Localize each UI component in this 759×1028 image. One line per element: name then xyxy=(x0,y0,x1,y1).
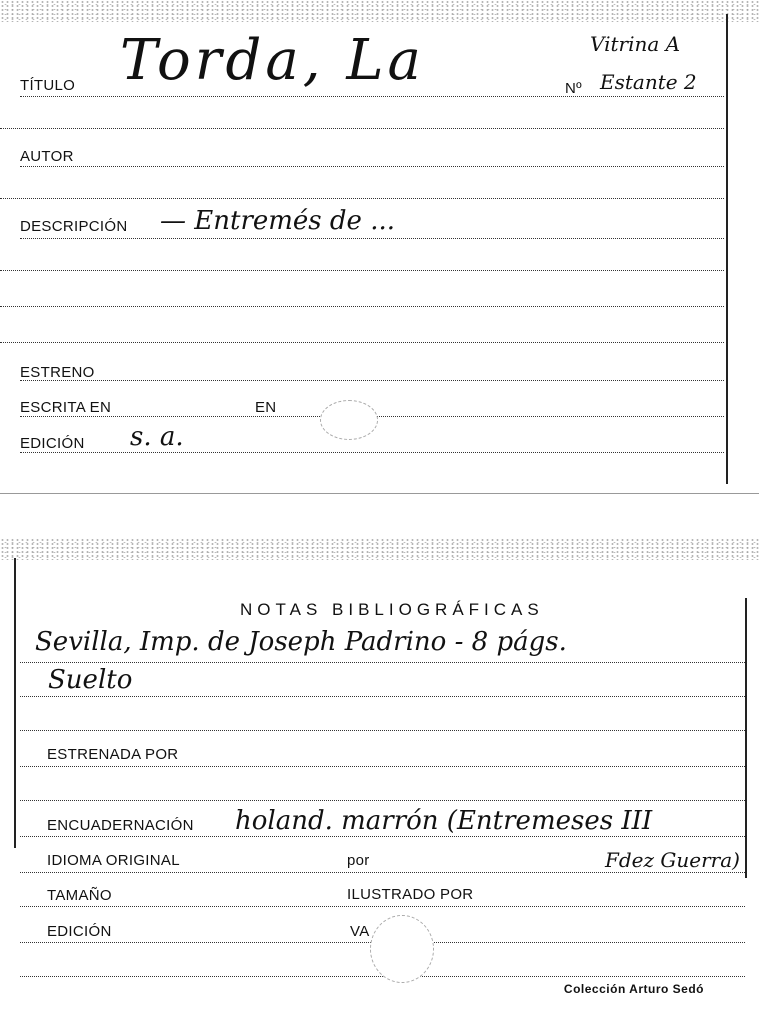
notes-line xyxy=(20,696,745,697)
stamp-mark xyxy=(320,400,378,440)
card-edge-texture xyxy=(0,0,759,22)
bottom-edition-label: EDICIÓN xyxy=(47,923,112,940)
notes-line xyxy=(20,730,745,731)
blank-line xyxy=(0,306,724,307)
catalog-card-top xyxy=(0,0,759,495)
blank-line xyxy=(0,198,724,199)
notes-line-2: Suelto xyxy=(48,665,133,695)
in-label: EN xyxy=(255,399,277,416)
author-line xyxy=(20,166,724,167)
title-label: TÍTULO xyxy=(20,77,76,94)
premiere-line xyxy=(20,380,724,381)
title-value: Torda, La xyxy=(120,28,425,93)
shelf-case: Vitrina A xyxy=(590,32,681,56)
by-label: por xyxy=(347,852,370,869)
size-line xyxy=(20,906,745,907)
blank-line xyxy=(20,800,745,801)
binding-line xyxy=(20,836,745,837)
card-separator xyxy=(0,493,759,494)
notes-line-1: Sevilla, Imp. de Joseph Padrino - 8 págs. xyxy=(35,627,567,657)
card-right-border xyxy=(726,14,728,484)
premiered-by-line xyxy=(20,766,745,767)
premiere-label: ESTRENO xyxy=(20,364,95,381)
notes-line xyxy=(20,662,745,663)
card-left-border xyxy=(14,558,16,848)
shelf-value: Estante 2 xyxy=(600,70,697,94)
binding-label: ENCUADERNACIÓN xyxy=(47,817,194,834)
card-edge-texture xyxy=(0,538,759,560)
notes-heading: NOTAS BIBLIOGRÁFICAS xyxy=(240,600,544,619)
blank-line xyxy=(0,342,724,343)
description-value: — Entremés de ... xyxy=(160,206,395,236)
card-right-border xyxy=(745,598,747,878)
collection-credit: Colección Arturo Sedó xyxy=(563,982,704,996)
original-language-label: IDIOMA ORIGINAL xyxy=(47,852,180,869)
edition-line xyxy=(20,452,724,453)
edition-label: EDICIÓN xyxy=(20,435,85,452)
description-label: DESCRIPCIÓN xyxy=(20,218,128,235)
blank-line xyxy=(0,270,724,271)
written-in-label: ESCRITA EN xyxy=(20,399,112,416)
by-value: Fdez Guerra) xyxy=(605,848,740,872)
author-label: AUTOR xyxy=(20,148,74,165)
binding-value: holand. marrón (Entremeses III xyxy=(235,806,653,836)
value-label: VA xyxy=(350,923,370,940)
blank-line xyxy=(0,128,724,129)
language-line xyxy=(20,872,745,873)
edition-value: s. a. xyxy=(130,422,184,452)
size-label: TAMAÑO xyxy=(47,887,112,904)
premiered-by-label: ESTRENADA POR xyxy=(47,746,179,763)
title-line xyxy=(20,96,724,97)
stamp-mark xyxy=(370,915,434,983)
description-line xyxy=(20,238,724,239)
illustrated-by-label: ILUSTRADO POR xyxy=(347,886,474,903)
shelf-number-label: Nº xyxy=(565,80,582,97)
